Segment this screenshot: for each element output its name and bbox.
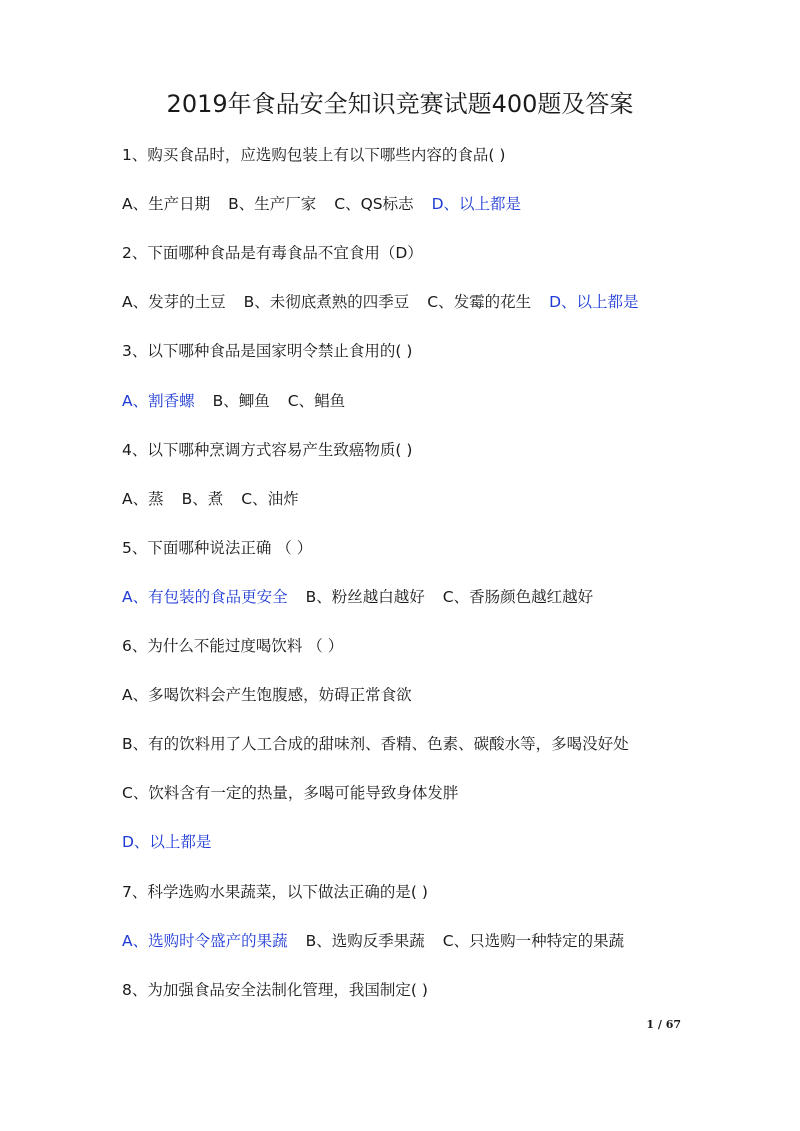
line-text: 2、下面哪种食品是有毒食品不宜食用（D） xyxy=(122,244,423,262)
document-line xyxy=(122,634,343,656)
document-line xyxy=(122,781,458,803)
document-line xyxy=(122,830,211,852)
document-line xyxy=(122,339,412,361)
line-text: B、生产厂家 xyxy=(228,195,317,213)
document-line xyxy=(122,929,624,951)
document-line xyxy=(122,241,423,263)
line-text: C、饮料含有一定的热量，多喝可能导致身体发胖 xyxy=(122,784,459,802)
page-number: 1 / 67 xyxy=(646,1018,681,1031)
answer-option: A、选购时令盛产的果蔬 xyxy=(122,932,288,950)
line-text: C、QS标志 xyxy=(334,195,414,213)
line-text: C、发霉的花生 xyxy=(427,293,532,311)
line-text: 5、下面哪种说法正确 （ ） xyxy=(122,539,313,557)
line-text: 3、以下哪种食品是国家明令禁止食用的( ) xyxy=(122,342,413,360)
line-text: B、粉丝越白越好 xyxy=(305,588,425,606)
answer-option: A、割香螺 xyxy=(122,392,195,410)
document-line xyxy=(122,683,412,705)
line-text: C、鲳鱼 xyxy=(287,392,346,410)
line-text: 4、以下哪种烹调方式容易产生致癌物质( ) xyxy=(122,441,413,459)
line-text: 8、为加强食品安全法制化管理，我国制定( ) xyxy=(122,981,428,999)
document-line xyxy=(122,880,428,902)
line-text: C、只选购一种特定的果蔬 xyxy=(442,932,625,950)
document-line xyxy=(122,143,505,165)
line-text: B、未彻底煮熟的四季豆 xyxy=(243,293,410,311)
document-title: 2019年食品安全知识竞赛试题400题及答案 xyxy=(166,90,634,118)
line-text: 7、科学选购水果蔬菜，以下做法正确的是( ) xyxy=(122,883,428,901)
line-text: B、鲫鱼 xyxy=(212,392,270,410)
document-line xyxy=(122,536,312,558)
line-text: A、多喝饮料会产生饱腹感，妨碍正常食欲 xyxy=(122,686,412,704)
document-line xyxy=(122,290,639,312)
line-text: B、选购反季果蔬 xyxy=(305,932,425,950)
document-line xyxy=(122,978,428,1000)
line-text: C、香肠颜色越红越好 xyxy=(442,588,594,606)
answer-option: A、有包装的食品更安全 xyxy=(122,588,288,606)
line-text: A、发芽的土豆 xyxy=(122,293,226,311)
line-text: C、油炸 xyxy=(241,490,299,508)
line-text: B、有的饮料用了人工合成的甜味剂、香精、色素、碳酸水等，多喝没好处 xyxy=(122,735,629,753)
document-line xyxy=(122,389,345,411)
line-text: 1、购买食品时，应选购包装上有以下哪些内容的食品( ) xyxy=(122,146,506,164)
line-text: A、生产日期 xyxy=(122,195,211,213)
line-text: A、蒸 xyxy=(122,490,164,508)
line-text: B、煮 xyxy=(181,490,224,508)
line-text: 6、为什么不能过度喝饮料 （ ） xyxy=(122,637,344,655)
document-line xyxy=(122,732,629,754)
answer-option: D、以上都是 xyxy=(431,195,522,213)
document-line xyxy=(122,438,412,460)
answer-option: D、以上都是 xyxy=(122,833,212,851)
document-line xyxy=(122,487,299,509)
answer-option: D、以上都是 xyxy=(549,293,639,311)
document-line xyxy=(122,585,593,607)
document-line xyxy=(122,192,521,214)
